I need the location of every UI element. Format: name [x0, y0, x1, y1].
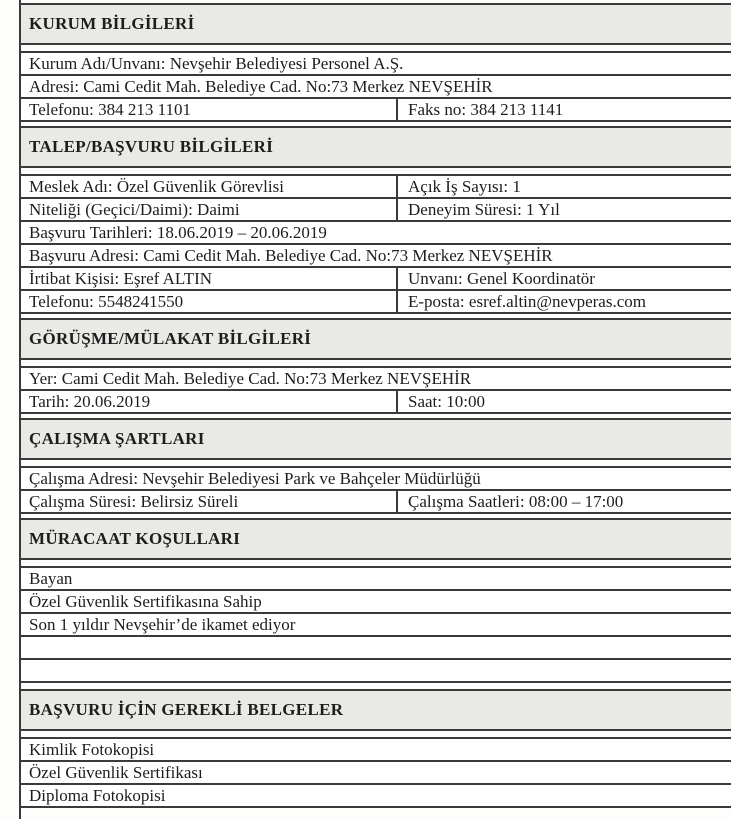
table-row	[21, 737, 731, 762]
section-title: KURUM BİLGİLERİ	[29, 14, 195, 33]
section-header-calisma-sartlari	[21, 418, 731, 460]
table-row	[21, 291, 731, 314]
field-calisma-saatleri: Çalışma Saatleri: 08:00 – 17:00	[408, 492, 624, 511]
table-row-empty	[21, 637, 731, 660]
field-kurum-adi-unvani: Kurum Adı/Unvanı: Nevşehir Belediyesi Personel A.Ş.	[29, 54, 404, 73]
table-row	[21, 566, 731, 591]
section-header-gorusme-mulakat-bilgileri	[21, 318, 731, 360]
table-row	[21, 491, 731, 514]
field-calisma-adresi: Çalışma Adresi: Nevşehir Belediyesi Park ve Bahçeler Müdürlüğü	[29, 469, 481, 488]
document-item-1: Kimlik Fotokopisi	[29, 740, 155, 759]
table-row	[21, 466, 731, 491]
table-row	[21, 51, 731, 76]
document-item-3: Diploma Fotokopisi	[29, 786, 166, 805]
table-row	[21, 222, 731, 245]
field-telefonu-irtibat: Telefonu: 5548241550	[21, 291, 398, 312]
field-deneyim-suresi: Deneyim Süresi: 1 Yıl	[408, 200, 560, 219]
table-row	[21, 99, 731, 122]
section-title: GÖRÜŞME/MÜLAKAT BİLGİLERİ	[29, 329, 312, 348]
field-e-posta: E-posta: esref.altin@nevperas.com	[408, 292, 646, 311]
section-header-kurum-bilgileri	[21, 3, 731, 45]
field-irtibat-kisisi: İrtibat Kişisi: Eşref ALTIN	[21, 268, 398, 289]
table-row-empty	[21, 660, 731, 683]
table-row	[21, 366, 731, 391]
condition-item-3: Son 1 yıldır Nevşehir’de ikamet ediyor	[29, 615, 296, 634]
table-row	[21, 762, 731, 785]
field-meslek-adi: Meslek Adı: Özel Güvenlik Görevlisi	[21, 176, 398, 197]
section-title: MÜRACAAT KOŞULLARI	[29, 529, 241, 548]
table-row	[21, 391, 731, 414]
table-row	[21, 785, 731, 808]
table-row	[21, 614, 731, 637]
field-adresi: Adresi: Cami Cedit Mah. Belediye Cad. No:73 Merkez NEVŞEHİR	[29, 77, 493, 96]
field-yer: Yer: Cami Cedit Mah. Belediye Cad. No:73 Merkez NEVŞEHİR	[29, 369, 472, 388]
table-row	[21, 245, 731, 268]
field-niteligi: Niteliği (Geçici/Daimi): Daimi	[21, 199, 398, 220]
field-saat: Saat: 10:00	[408, 392, 485, 411]
table-left-border	[19, 0, 21, 819]
field-calisma-suresi: Çalışma Süresi: Belirsiz Süreli	[21, 491, 398, 512]
empty-cell	[21, 637, 731, 658]
field-acik-is-sayisi: Açık İş Sayısı: 1	[408, 177, 521, 196]
table-row	[21, 199, 731, 222]
document-table	[21, 0, 731, 808]
section-title: BAŞVURU İÇİN GEREKLİ BELGELER	[29, 700, 344, 719]
condition-item-1: Bayan	[29, 569, 73, 588]
empty-cell	[21, 660, 731, 681]
section-header-muracaat-kosullari	[21, 518, 731, 560]
field-tarih: Tarih: 20.06.2019	[21, 391, 398, 412]
condition-item-2: Özel Güvenlik Sertifikasına Sahip	[29, 592, 262, 611]
field-unvani: Unvanı: Genel Koordinatör	[408, 269, 595, 288]
section-title: TALEP/BAŞVURU BİLGİLERİ	[29, 137, 274, 156]
field-faks-no: Faks no: 384 213 1141	[408, 100, 564, 119]
table-row	[21, 174, 731, 199]
section-header-talep-basvuru-bilgileri	[21, 126, 731, 168]
table-row	[21, 76, 731, 99]
field-basvuru-tarihleri: Başvuru Tarihleri: 18.06.2019 – 20.06.2019	[29, 223, 327, 242]
document-item-2: Özel Güvenlik Sertifikası	[29, 763, 203, 782]
field-telefonu: Telefonu: 384 213 1101	[21, 99, 398, 120]
section-title: ÇALIŞMA ŞARTLARI	[29, 429, 205, 448]
section-header-basvuru-icin-gerekli-belgeler	[21, 689, 731, 731]
table-row	[21, 591, 731, 614]
table-row	[21, 268, 731, 291]
field-basvuru-adresi: Başvuru Adresi: Cami Cedit Mah. Belediye Cad. No:73 Merkez NEVŞEHİR	[29, 246, 553, 265]
